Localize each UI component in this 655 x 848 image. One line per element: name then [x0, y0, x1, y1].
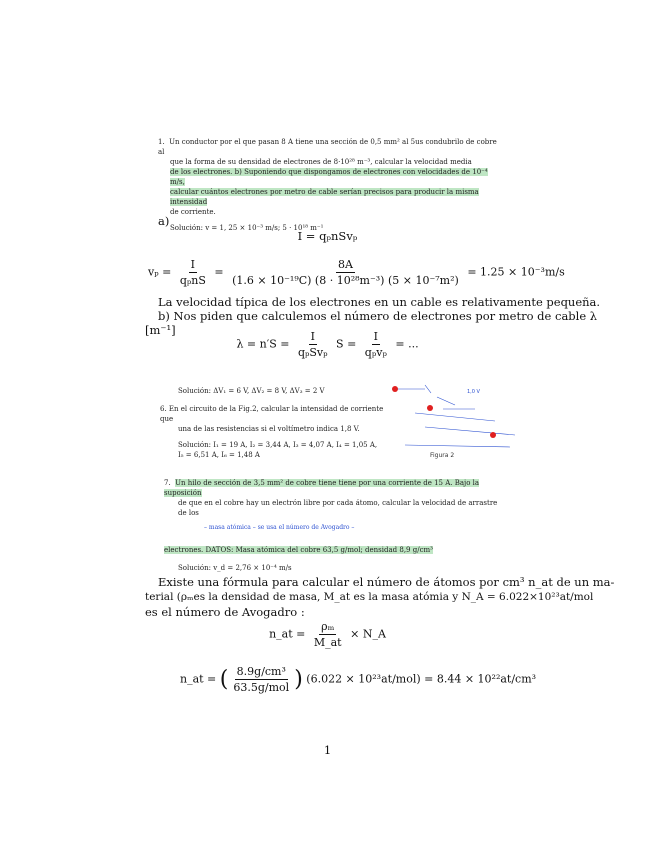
problem7-block	[164, 478, 504, 573]
problem7-line-a: 7. Un hilo de sección de 3,5 mm² de cobre tiene tiene por una corriente de 15 A. Bajo la suposición	[164, 479, 480, 497]
problem7-line-c: electrones. DATOS: Masa atómica del cobre 63,5 g/mol; densidad 8,9 g/cm³	[164, 546, 433, 554]
scan2-block	[160, 386, 390, 460]
problem1-solution: Solución: v = 1, 25 × 10⁻³ m/s; 5 · 10¹⁸ m⁻¹	[170, 224, 324, 232]
paragraph-density-1: Existe una fórmula para calcular el número de átomos por cm³ n_at de un ma-	[158, 575, 615, 589]
figure-2-label: Figura 2	[430, 452, 455, 459]
problem1-block	[158, 137, 498, 233]
voltage-marker: 1,0 V	[467, 389, 480, 395]
fraction-velocity-values: $\frac{8A}{\text{(1.6 × 10⁻¹⁹C) (8 · 10²⁸m⁻³) (5 × 10⁻⁷m²)}}$	[232, 258, 459, 287]
problem7-note: – masa atómica – se usa el número de Avogadro –	[204, 524, 355, 531]
equation-nat-values: n_at = ( $\frac{\text{8.9g/cm³}}{\text{63.5g/mol}}$ ) (6.022 × 10²³at/mol) = 8.44 × 10²²at/cm³	[180, 665, 537, 694]
scan2-solution-top: Solución: ΔV₁ = 6 V, ΔV₂ = 8 V, ΔV₃ = 2 V	[178, 387, 325, 395]
circuit-sketch	[385, 375, 535, 465]
problem7-solution: Solución: v_d = 2,76 × 10⁻⁴ m/s	[178, 564, 292, 572]
paragraph-units: [m⁻¹]	[145, 323, 176, 337]
problem6-line-b: una de las resistencias si el voltímetro indica 1,8 V.	[178, 425, 360, 433]
problem6-line-a: 6. En el circuito de la Fig.2, calcular la intensidad de corriente que	[160, 405, 384, 423]
equation-current: I = qₚnSvₚ	[297, 229, 358, 243]
fraction-i-over-qns: $\frac{I}{\text{qₚnS}}$	[179, 258, 206, 287]
paragraph-density-2: terial (ρₘes la densidad de masa, M_at es la masa atómia y N_A = 6.022×10²³at/mol	[145, 591, 594, 603]
problem1-line-b: que la forma de su densidad de electrones de 8·10²⁸ m⁻³, calcular la velocidad media	[170, 158, 472, 166]
equation-velocity: vₚ = $\frac{I}{\text{qₚnS}}$ = $\frac{8A}{\text{(1.6 × 10⁻¹⁹C) (8 · 10²⁸m⁻³) (5 × 10⁻⁷m²)}}$ = 1.25 × 10⁻³m/s	[148, 258, 565, 287]
equation-nat: n_at = $\frac{\text{ρₘ}}{M\_at}$ × N_A	[269, 620, 386, 649]
part-a-label: a)	[158, 214, 170, 228]
problem7-line-b: de que en el cobre hay un electrón libre por cada átomo, calcular la velocidad de arrastre de los	[178, 499, 498, 517]
problem1-line-a: 1. Un conductor por el que pasan 8 A tiene una sección de 0,5 mm² al 5us condubrilo de cobre al	[158, 138, 497, 156]
problem6-solution-a: Solución: I₁ = 19 A, I₂ = 3,44 A, I₃ = 4,07 A, I₄ = 1,05 A,	[178, 441, 378, 449]
problem6-solution-b: I₅ = 6,51 A, I₆ = 1,48 A	[178, 451, 260, 459]
problem1-line-e: de corriente.	[170, 208, 216, 216]
fraction-density-values: $\frac{\text{8.9g/cm³}}{\text{63.5g/mol}}$	[233, 665, 290, 694]
vp-lhs: vₚ =	[148, 265, 172, 279]
fraction-lambda-2: $\frac{I}{\text{qₚvₚ}}$	[364, 330, 387, 359]
problem1-line-c: de los electrones. b) Suponiendo que dispongamos de electrones con velocidades de 10⁻⁴ m/s,	[170, 168, 488, 186]
paragraph-density-3: es el número de Avogadro :	[145, 605, 305, 619]
fraction-rho-over-m: $\frac{\text{ρₘ}}{M\_at}$	[313, 620, 342, 649]
page-number: 1	[323, 743, 332, 757]
paragraph-typical-velocity: La velocidad típica de los electrones en un cable es relativamente pequeña.	[158, 295, 601, 309]
equation-lambda: λ = n′S = $\frac{I}{\text{qₚSvₚ}}$ S = $\frac{I}{\text{qₚvₚ}}$ = ...	[236, 330, 419, 359]
problem1-line-d: calcular cuántos electrones por metro de cable serían precisos para producir la misma intensidad	[170, 188, 479, 206]
vp-result: = 1.25 × 10⁻³m/s	[467, 265, 565, 279]
fraction-lambda-1: $\frac{I}{\text{qₚSvₚ}}$	[297, 330, 328, 359]
paragraph-part-b: b) Nos piden que calculemos el número de electrones por metro de cable λ	[158, 309, 598, 323]
